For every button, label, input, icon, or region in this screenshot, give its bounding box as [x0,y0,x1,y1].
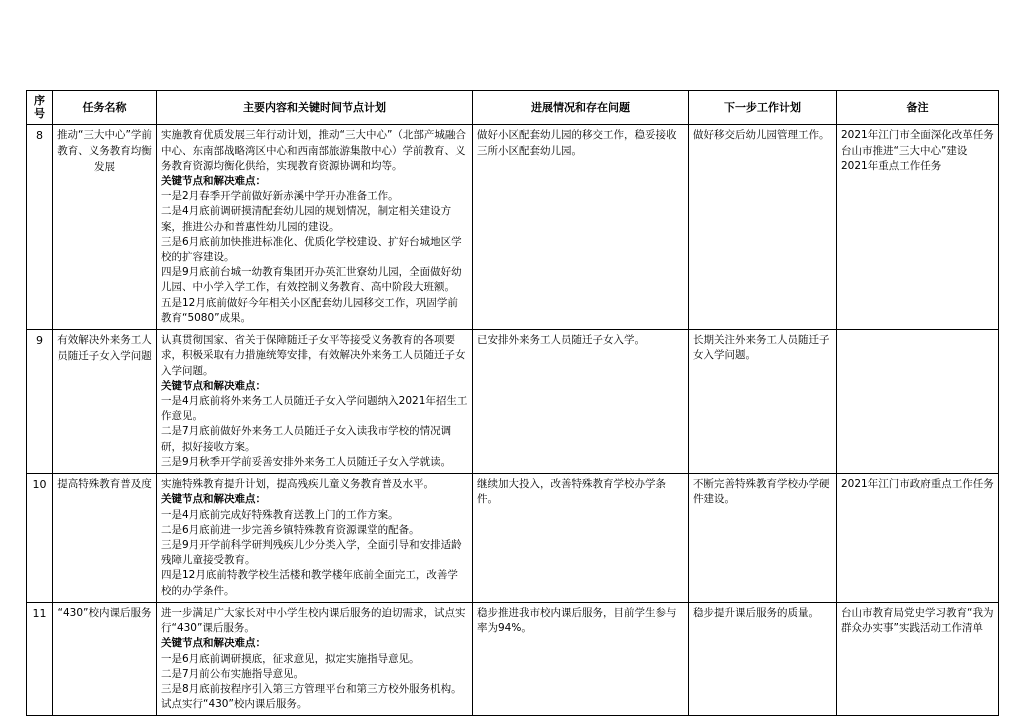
main-content-line: 认真贯彻国家、省关于保障随迁子女平等接受义务教育的各项要求，积极采取有力措施统筹安排，有效解决外来务工人员随迁子女入学问题。 [161,334,466,377]
table-row [27,602,999,716]
main-content-line: 关键节点和解决难点： [161,493,266,506]
main-content-line: 三是9月开学前科学研判残疾儿少分类入学，全面引导和安排适龄残障儿童接受教育。 [161,538,462,567]
main-content-line: 进一步满足广大家长对中小学生校内课后服务的迫切需求，试点实行“430”课后服务。 [161,606,466,635]
progress-cell: 已安排外来务工人员随迁子女入学。 [473,330,689,474]
main-content-line: 关键节点和解决难点： [161,379,266,392]
progress-cell: 稳步推进我市校内课后服务，目前学生参与率为94%。 [473,602,689,716]
table-row [27,474,999,603]
task-name-cell: “430”校内课后服务 [53,602,157,716]
table-row [27,330,999,474]
note-cell: 2021年江门市全面深化改革任务台山市推进“三大中心”建设2021年重点工作任务 [837,125,999,330]
next-plan-cell: 长期关注外来务工人员随迁子女入学问题。 [689,330,837,474]
task-name-cell: 推动“三大中心”学前教育、义务教育均衡发展 [53,125,157,330]
column-header-progress: 进展情况和存在问题 [473,91,689,125]
main-content-line: 一是6月底前调研摸底，征求意见，拟定实施指导意见。 [161,652,420,665]
main-content-line: 二是6月底前进一步完善乡镇特殊教育资源课堂的配备。 [161,523,420,536]
note-cell [837,330,999,474]
main-content-line: 实施特殊教育提升计划，提高残疾儿童义务教育普及水平。 [161,478,434,491]
row-number: 9 [27,330,53,474]
note-cell: 台山市教育局党史学习教育“我为群众办实事”实践活动工作清单 [837,602,999,716]
progress-cell: 继续加大投入，改善特殊教育学校办学条件。 [473,474,689,603]
table-body [27,125,999,716]
row-number: 11 [27,602,53,716]
main-content-line: 二是4月底前调研摸清配套幼儿园的规划情况，制定相关建设方案，推进公办和普惠性幼儿园的建设。 [161,205,452,233]
table-row [27,125,999,330]
column-header-main-content: 主要内容和关键时间节点计划 [157,91,473,125]
next-plan-cell: 做好移交后幼儿园管理工作。 [689,125,837,330]
main-content-line: 一是4月底前完成好特殊教育送教上门的工作方案。 [161,508,399,521]
main-content-cell [157,330,473,474]
table-header-row [27,91,999,125]
main-content-line: 二是7月前公布实施指导意见。 [161,667,305,680]
task-name-cell: 提高特殊教育普及度 [53,474,157,603]
column-header-task-name: 任务名称 [53,91,157,125]
main-content-cell [157,125,473,330]
note-cell: 2021年江门市政府重点工作任务 [837,474,999,603]
work-plan-table [26,90,999,716]
column-header-no [27,91,53,125]
main-content-line: 三是8月底前按程序引入第三方管理平台和第三方校外服务机构。 [161,682,462,695]
next-plan-cell: 稳步提升课后服务的质量。 [689,602,837,716]
column-header-no-line2: 号 [34,106,45,120]
row-number: 10 [27,474,53,603]
main-content-cell [157,474,473,603]
main-content-line: 四是9月底前台城一幼教育集团开办英汇世寮幼儿园，全面做好幼儿园、中小学入学工作，有效控制义务教育、高中阶段大班额。 [161,266,462,294]
main-content-line: 关键节点和解决难点： [161,637,266,650]
column-header-note: 备注 [837,91,999,125]
main-content-line: 五是12月底前做好今年相关小区配套幼儿园移交工作，巩固学前教育“5080”成果。 [161,296,458,324]
next-plan-cell: 不断完善特殊教育学校办学硬件建设。 [689,474,837,603]
main-content-line: 二是7月底前做好外来务工人员随迁子女入读我市学校的情况调研，拟好接收方案。 [161,425,452,453]
main-content-line: 三是9月秋季开学前妥善安排外来务工人员随迁子女入学就读。 [161,455,452,468]
progress-cell: 做好小区配套幼儿园的移交工作，稳妥接收三所小区配套幼儿园。 [473,125,689,330]
main-content-line: 实施教育优质发展三年行动计划，推动“三大中心”（北部产城融合中心、东南部战略湾区中心和西南部旅游集散中心）学前教育、义务教育资源均衡化供给，实现教育资源协调和均等。 [161,129,466,172]
main-content-cell [157,602,473,716]
main-content-line: 试点实行“430”校内课后服务。 [161,698,308,711]
main-content-line: 一是2月春季开学前做好新赤溪中学开办准备工作。 [161,190,399,203]
main-content-line: 三是6月底前加快推进标准化、优质化学校建设、扩好台城地区学校的扩容建设。 [161,235,462,264]
column-header-next-plan: 下一步工作计划 [689,91,837,125]
task-name-cell: 有效解决外来务工人员随迁子女入学问题 [53,330,157,474]
main-content-line: 关键节点和解决难点： [161,174,266,187]
column-header-no-line1: 序 [34,94,45,107]
main-content-line: 一是4月底前将外来务工人员随迁子女入学问题纳入2021年招生工作意见。 [161,395,468,423]
main-content-line: 四是12月底前特教学校生活楼和教学楼年底前全面完工，改善学校的办学条件。 [161,569,458,597]
row-number: 8 [27,125,53,330]
